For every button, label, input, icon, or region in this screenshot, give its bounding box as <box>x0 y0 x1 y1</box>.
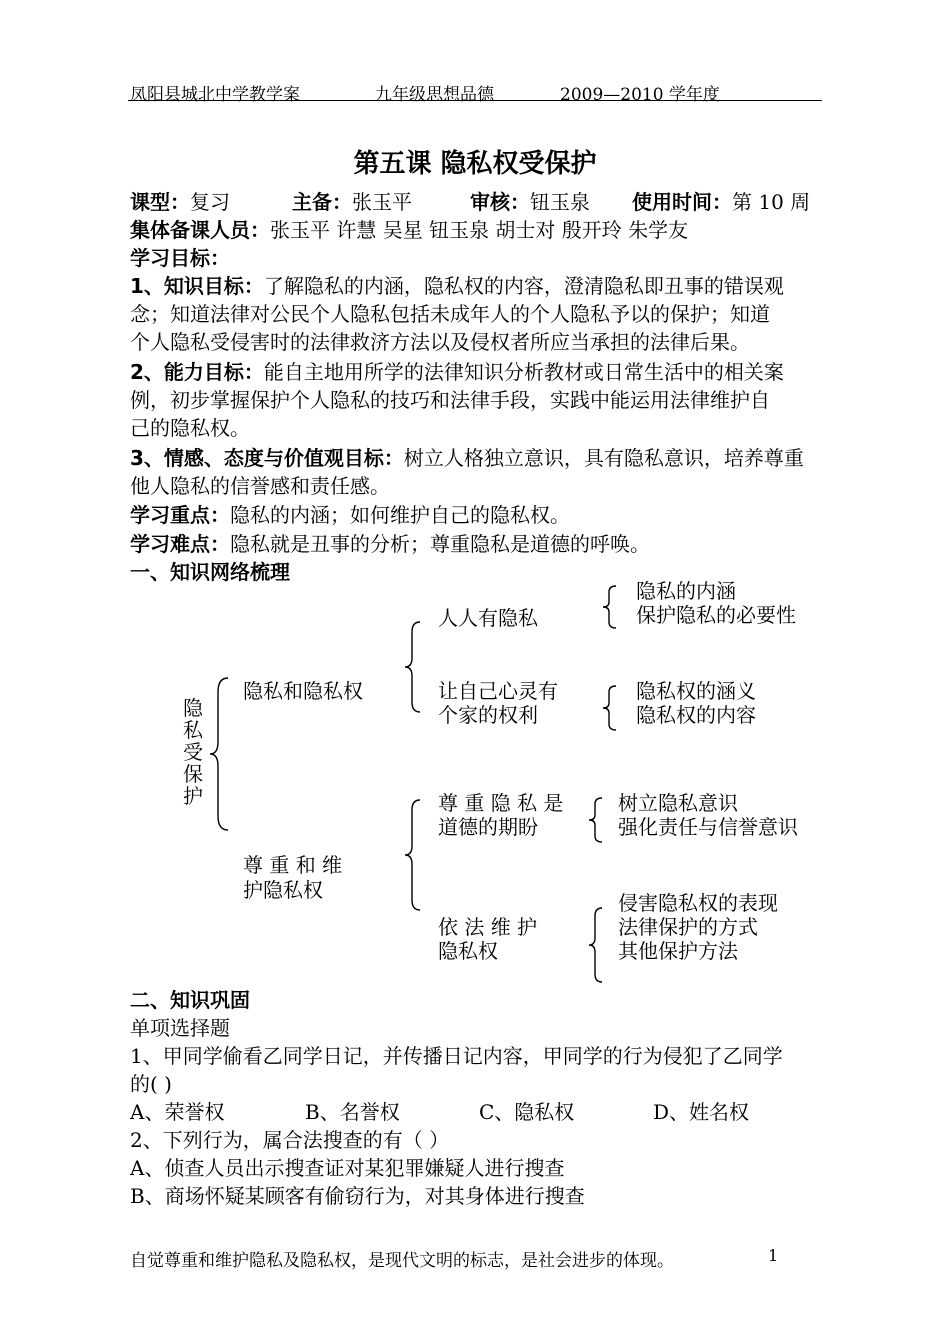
brace-branch1b <box>600 684 620 732</box>
goal3-line1 <box>130 444 804 472</box>
type-value: 复习 <box>190 190 230 214</box>
goal1-text1: 了解隐私的内涵，隐私权的内容，澄清隐私即丑事的错误观 <box>263 274 784 298</box>
root-char: 私 <box>183 718 203 742</box>
brace-root <box>206 676 236 832</box>
meta-review <box>470 188 590 216</box>
branch2b-items <box>618 891 778 963</box>
review-label: 审核： <box>470 190 530 214</box>
branch2b-label <box>438 915 537 963</box>
time-label: 使用时间： <box>632 190 732 214</box>
branch1b-items <box>636 679 756 727</box>
q2-line: 2、下列行为，属合法搜查的有（ ） <box>130 1128 450 1152</box>
q1-line1: 1、甲同学偷看乙同学日记，并传播日记内容，甲同学的行为侵犯了乙同学 <box>130 1044 783 1068</box>
branch2a-line2: 道德的期盼 <box>438 815 538 839</box>
lead-label: 主备： <box>292 190 352 214</box>
diff-label: 学习难点： <box>130 532 230 556</box>
goal1-line2: 念；知道法律对公民个人隐私包括未成年人的个人隐私予以的保护；知道 <box>130 302 770 326</box>
meta-line <box>130 188 230 216</box>
section1-heading <box>130 558 290 586</box>
section2-heading <box>130 986 250 1014</box>
key-label: 学习重点： <box>130 503 230 527</box>
goal1-line1 <box>130 272 784 300</box>
time-value: 第 10 周 <box>732 190 811 214</box>
goal2-line1 <box>130 358 784 386</box>
branch2-label <box>243 853 342 903</box>
root-char: 隐 <box>183 696 203 720</box>
branch1a-label: 人人有隐私 <box>438 606 538 630</box>
goal3-label: 3、情感、态度与价值观目标： <box>130 446 404 470</box>
goal2-line2: 例，初步掌握保护个人隐私的技巧和法律手段，实践中能运用法律维护自 <box>130 388 770 412</box>
branch2-line2: 护隐私权 <box>243 878 323 902</box>
goal1-line3: 个人隐私受侵害时的法律救济方法以及侵权者所应当承担的法律后果。 <box>130 330 750 354</box>
quiz-type: 单项选择题 <box>130 1016 230 1040</box>
meta-time <box>632 188 810 216</box>
brace-branch2 <box>402 798 424 912</box>
team-label: 集体备课人员： <box>130 218 270 242</box>
team-value: 张玉平 许慧 吴星 钮玉泉 胡士对 殷开玲 朱学友 <box>270 218 689 242</box>
branch2b-line2: 隐私权 <box>438 939 498 963</box>
section2-heading-text: 二、知识巩固 <box>130 988 250 1012</box>
q1-option-c: C、隐私权 <box>479 1100 575 1124</box>
branch2a-items <box>618 791 798 839</box>
goal2-line3: 己的隐私权。 <box>130 416 250 440</box>
diff-value: 隐私就是丑事的分析；尊重隐私是道德的呼唤。 <box>230 532 650 556</box>
goals-heading <box>130 244 230 272</box>
type-label: 课型： <box>130 190 190 214</box>
goal2-label: 2、能力目标： <box>130 360 264 384</box>
branch1b-line1: 让自己心灵有 <box>438 679 558 703</box>
q2-option-a: A、侦查人员出示搜查证对某犯罪嫌疑人进行搜查 <box>130 1156 565 1180</box>
diagram-root <box>183 697 203 807</box>
goal2-text1: 能自主地用所学的法律知识分析教材或日常生活中的相关案 <box>263 360 784 384</box>
branch2a-label <box>438 791 563 839</box>
leaf-item: 其他保护方法 <box>618 939 738 963</box>
leaf-item: 隐私权的涵义 <box>636 679 756 703</box>
q1-option-a: A、荣誉权 <box>130 1100 225 1124</box>
root-char: 保 <box>183 762 203 786</box>
root-char: 受 <box>183 740 203 764</box>
leaf-item: 侵害隐私权的表现 <box>618 891 778 915</box>
branch1b-line2: 个家的权利 <box>438 703 538 727</box>
brace-branch2b <box>586 906 606 984</box>
header-grade-subject: 九年级思想品德 <box>375 85 494 105</box>
review-value: 钮玉泉 <box>530 190 590 214</box>
footer-text: 自觉尊重和维护隐私及隐私权，是现代文明的标志，是社会进步的体现。 <box>130 1251 674 1271</box>
q1-option-d: D、姓名权 <box>653 1100 750 1124</box>
goal1-label: 1、知识目标： <box>130 274 264 298</box>
goal3-text1: 树立人格独立意识，具有隐私意识，培养尊重 <box>403 446 804 470</box>
leaf-item: 法律保护的方式 <box>618 915 758 939</box>
brace-branch1a <box>600 584 620 630</box>
leaf-item: 保护隐私的必要性 <box>636 603 796 627</box>
q1-option-b: B、名誉权 <box>305 1100 400 1124</box>
leaf-item: 强化责任与信誉意识 <box>618 815 798 839</box>
branch1a-items <box>636 579 796 627</box>
leaf-item: 树立隐私意识 <box>618 791 738 815</box>
goals-heading-text: 学习目标： <box>130 246 230 270</box>
brace-branch2a <box>586 796 606 844</box>
brace-branch1 <box>402 620 424 714</box>
page-number: 1 <box>768 1246 779 1265</box>
branch2a-line1: 尊 重 隐 私 是 <box>438 791 564 815</box>
leaf-item: 隐私权的内容 <box>636 703 756 727</box>
meta-lead <box>292 188 412 216</box>
header-rule <box>128 100 822 101</box>
q1-line2: 的( ) <box>130 1072 172 1096</box>
branch1b-label <box>438 679 558 727</box>
q2-option-b: B、商场怀疑某顾客有偷窃行为，对其身体进行搜查 <box>130 1184 585 1208</box>
leaf-item: 隐私的内涵 <box>636 579 736 603</box>
branch1-label: 隐私和隐私权 <box>243 679 363 703</box>
lead-value: 张玉平 <box>352 190 412 214</box>
page-title: 第五课 隐私权受保护 <box>353 149 597 179</box>
branch2b-line1: 依 法 维 护 <box>438 915 538 939</box>
key-points <box>130 501 570 529</box>
section1-heading-text: 一、知识网络梳理 <box>130 560 290 584</box>
difficult-points <box>130 530 650 558</box>
root-char: 护 <box>183 784 203 808</box>
team-line <box>130 216 688 244</box>
header-school: 凤阳县城北中学教学案 <box>130 85 300 105</box>
key-value: 隐私的内涵；如何维护自己的隐私权。 <box>230 503 570 527</box>
branch2-line1: 尊 重 和 维 <box>243 853 343 877</box>
header-year: 2009—2010 学年度 <box>560 85 720 105</box>
goal3-line2: 他人隐私的信誉感和责任感。 <box>130 474 390 498</box>
